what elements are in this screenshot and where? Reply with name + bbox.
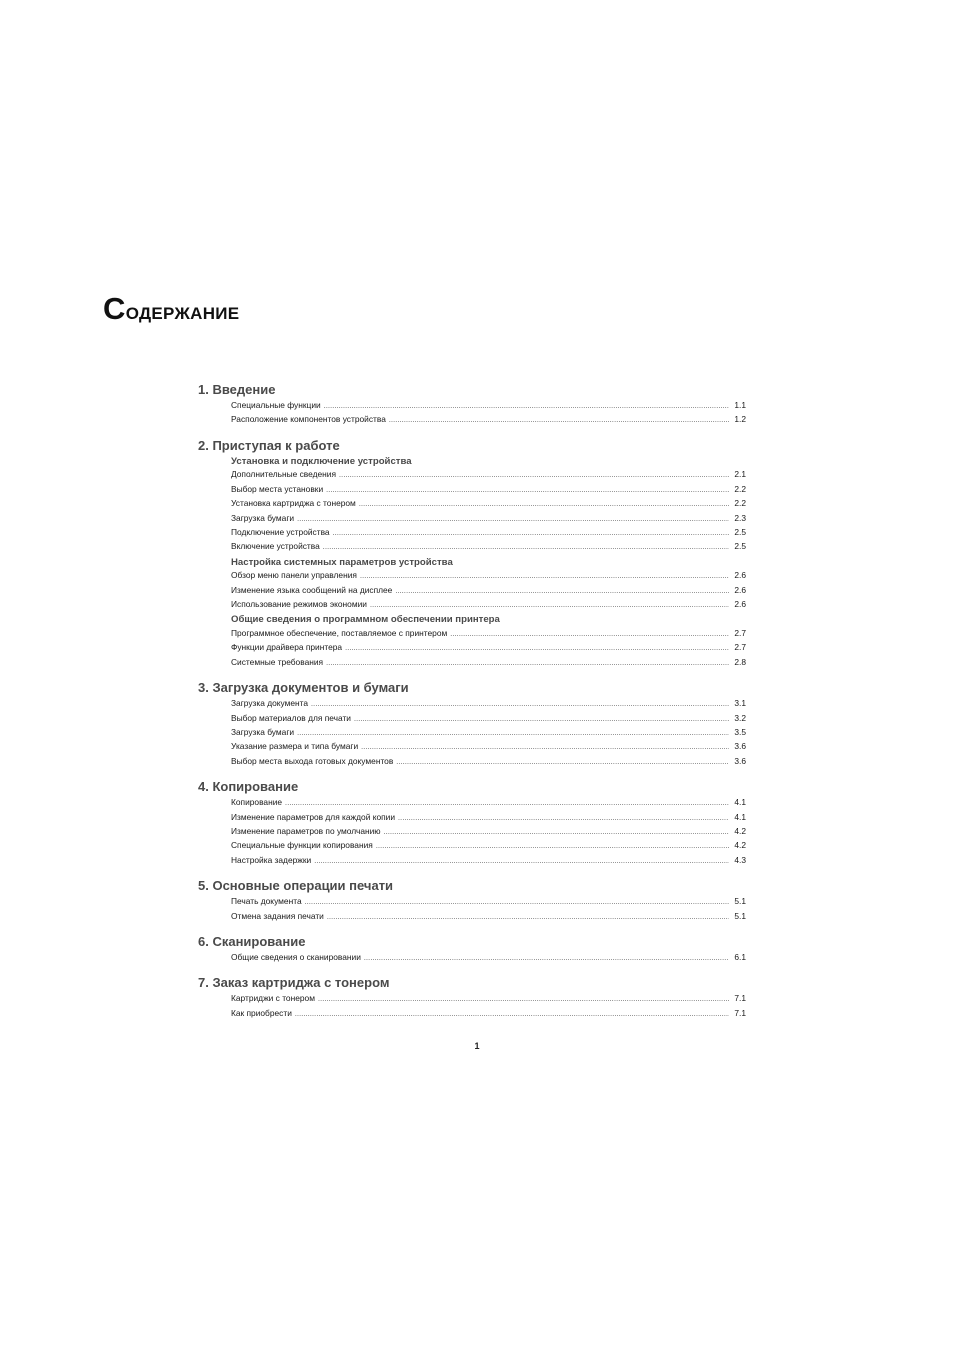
dot-leader <box>360 571 729 583</box>
dot-leader <box>333 528 729 540</box>
toc-chapter <box>198 877 746 924</box>
entry-label: Изменение параметров по умолчанию <box>231 826 381 837</box>
dot-leader <box>396 757 729 769</box>
page-title-initial: С <box>103 291 126 326</box>
toc-chapter <box>198 778 746 868</box>
chapter-title[interactable]: 5. Основные операции печати <box>198 878 394 894</box>
entry-label: Печать документа <box>231 896 302 907</box>
dot-leader <box>364 953 729 965</box>
dot-leader <box>318 994 729 1006</box>
entry-label: Загрузка документа <box>231 698 309 709</box>
toc-entry[interactable] <box>231 895 746 909</box>
toc-entry[interactable] <box>231 584 746 598</box>
entry-page-number: 3.2 <box>734 712 746 723</box>
entry-page-number: 2.6 <box>734 599 746 610</box>
chapter-title[interactable]: 7. Заказ картриджа с тонером <box>198 975 390 991</box>
entry-page-number: 4.2 <box>734 826 746 837</box>
subsection-title[interactable]: Установка и подключение устройства <box>231 455 412 467</box>
entry-page-number: 1.2 <box>734 414 746 425</box>
toc-entry[interactable] <box>231 598 746 612</box>
entry-label: Картриджи с тонером <box>231 993 315 1004</box>
toc-chapter <box>198 381 746 428</box>
entry-page-number: 2.5 <box>734 541 746 552</box>
entry-page-number: 2.7 <box>734 627 746 638</box>
toc-entry[interactable] <box>231 839 746 853</box>
entry-page-number: 2.8 <box>734 656 746 667</box>
dot-leader <box>450 629 729 641</box>
dot-leader <box>323 542 729 554</box>
entry-page-number: 2.1 <box>734 469 746 480</box>
entry-label: Загрузка бумаги <box>231 512 295 523</box>
toc-chapter <box>198 437 746 670</box>
chapter-title[interactable]: 2. Приступая к работе <box>198 437 340 453</box>
entry-page-number: 4.3 <box>734 854 746 865</box>
entry-page-number: 1.1 <box>734 400 746 410</box>
entry-page-number: 7.1 <box>734 993 746 1004</box>
toc-entry[interactable] <box>231 656 746 670</box>
entry-page-number: 4.1 <box>734 811 746 822</box>
entry-page-number: 2.7 <box>734 642 746 653</box>
entry-label: Выбор места установки <box>231 483 324 494</box>
toc-entry[interactable] <box>231 740 746 754</box>
entry-label: Установка картриджа с тонером <box>231 498 356 509</box>
dot-leader <box>295 1009 729 1021</box>
table-of-contents <box>198 381 746 1030</box>
toc-entry[interactable] <box>231 468 746 482</box>
toc-chapter <box>198 933 746 965</box>
toc-entry[interactable] <box>231 854 746 868</box>
entry-page-number: 2.6 <box>734 584 746 595</box>
dot-leader <box>354 714 729 726</box>
dot-leader <box>395 586 729 598</box>
toc-entry[interactable] <box>231 910 746 924</box>
entry-page-number: 7.1 <box>734 1007 746 1018</box>
entry-label: Выбор материалов для печати <box>231 712 351 723</box>
toc-entry[interactable] <box>231 526 746 540</box>
entry-label: Загрузка бумаги <box>231 727 295 737</box>
entry-label: Как приобрести <box>231 1007 292 1018</box>
toc-entry[interactable] <box>231 1007 746 1021</box>
entry-label: Специальные функции <box>231 400 321 410</box>
entry-page-number: 2.2 <box>734 498 746 509</box>
entry-page-number: 2.6 <box>734 570 746 581</box>
entry-page-number: 3.6 <box>734 755 746 766</box>
dot-leader <box>297 728 729 740</box>
dot-leader <box>326 658 729 670</box>
entry-label: Указание размера и типа бумаги <box>231 741 359 752</box>
dot-leader <box>297 514 729 526</box>
dot-leader <box>285 798 729 810</box>
entry-label: Изменение языка сообщений на дисплее <box>231 584 393 595</box>
dot-leader <box>314 856 729 868</box>
page-number: 1 <box>474 1041 480 1051</box>
dot-leader <box>305 897 729 909</box>
toc-entry[interactable] <box>231 992 746 1006</box>
toc-entry[interactable] <box>231 796 746 810</box>
subsection-title[interactable]: Настройка системных параметров устройства <box>231 556 453 568</box>
toc-entry[interactable] <box>231 413 746 427</box>
subsection-title[interactable]: Общие сведения о программном обеспечении принтера <box>231 614 500 626</box>
toc-entry[interactable] <box>231 726 746 740</box>
entry-page-number: 3.1 <box>734 698 746 709</box>
dot-leader <box>311 699 729 711</box>
dot-leader <box>389 415 729 427</box>
toc-chapter <box>198 974 746 1021</box>
dot-leader <box>326 485 729 497</box>
entry-page-number: 2.5 <box>734 526 746 537</box>
entry-label: Функции драйвера принтера <box>231 642 343 653</box>
page-title-rest: одержание <box>125 298 240 325</box>
toc-entry[interactable] <box>231 483 746 497</box>
entry-page-number: 4.1 <box>734 797 746 808</box>
toc-entry[interactable] <box>231 641 746 655</box>
toc-entry[interactable] <box>231 755 746 769</box>
dot-leader <box>339 470 729 482</box>
entry-label: Специальные функции копирования <box>231 840 373 851</box>
chapter-title[interactable]: 1. Введение <box>198 382 276 397</box>
entry-page-number: 5.1 <box>734 910 746 921</box>
toc-entry[interactable] <box>231 697 746 711</box>
entry-label: Настройка задержки <box>231 854 312 865</box>
dot-leader <box>361 742 729 754</box>
toc-entry[interactable] <box>231 512 746 526</box>
toc-entry[interactable] <box>231 497 746 511</box>
dot-leader <box>376 841 729 853</box>
entry-label: Выбор места выхода готовых документов <box>231 755 394 766</box>
entry-page-number: 6.1 <box>734 952 746 963</box>
entry-page-number: 2.3 <box>734 512 746 523</box>
entry-label: Программное обеспечение, поставляемое с принтером <box>231 627 448 638</box>
chapter-title[interactable]: 3. Загрузка документов и бумаги <box>198 680 409 696</box>
toc-entry[interactable] <box>231 627 746 641</box>
entry-page-number: 2.2 <box>734 483 746 494</box>
dot-leader <box>345 643 729 655</box>
entry-label: Использование режимов экономии <box>231 599 367 610</box>
toc-entry[interactable] <box>231 540 746 554</box>
entry-page-number: 4.2 <box>734 840 746 851</box>
dot-leader <box>327 912 729 924</box>
entry-label: Дополнительные сведения <box>231 469 337 480</box>
entry-label: Включение устройства <box>231 541 320 552</box>
dot-leader <box>324 401 729 413</box>
chapter-title[interactable]: 4. Копирование <box>198 779 299 795</box>
toc-entry[interactable] <box>231 811 746 825</box>
entry-label: Расположение компонентов устройства <box>231 414 386 425</box>
dot-leader <box>370 600 729 612</box>
dot-leader <box>398 813 729 825</box>
dot-leader <box>384 827 729 839</box>
toc-chapter <box>198 679 746 769</box>
toc-entry[interactable] <box>231 951 746 965</box>
chapter-title[interactable]: 6. Сканирование <box>198 934 306 950</box>
entry-page-number: 3.5 <box>734 727 746 737</box>
entry-label: Общие сведения о сканировании <box>231 952 361 963</box>
entry-label: Изменение параметров для каждой копии <box>231 811 396 822</box>
toc-entry[interactable] <box>231 569 746 583</box>
entry-label: Системные требования <box>231 656 324 667</box>
entry-page-number: 3.6 <box>734 741 746 752</box>
dot-leader <box>359 499 729 511</box>
entry-page-number: 5.1 <box>734 896 746 907</box>
entry-label: Копирование <box>231 797 283 808</box>
page-title <box>103 291 239 327</box>
toc-entry[interactable] <box>231 399 746 413</box>
entry-label: Подключение устройства <box>231 526 330 537</box>
entry-label: Обзор меню панели управления <box>231 570 357 581</box>
toc-entry[interactable] <box>231 825 746 839</box>
entry-label: Отмена задания печати <box>231 910 324 921</box>
toc-entry[interactable] <box>231 712 746 726</box>
